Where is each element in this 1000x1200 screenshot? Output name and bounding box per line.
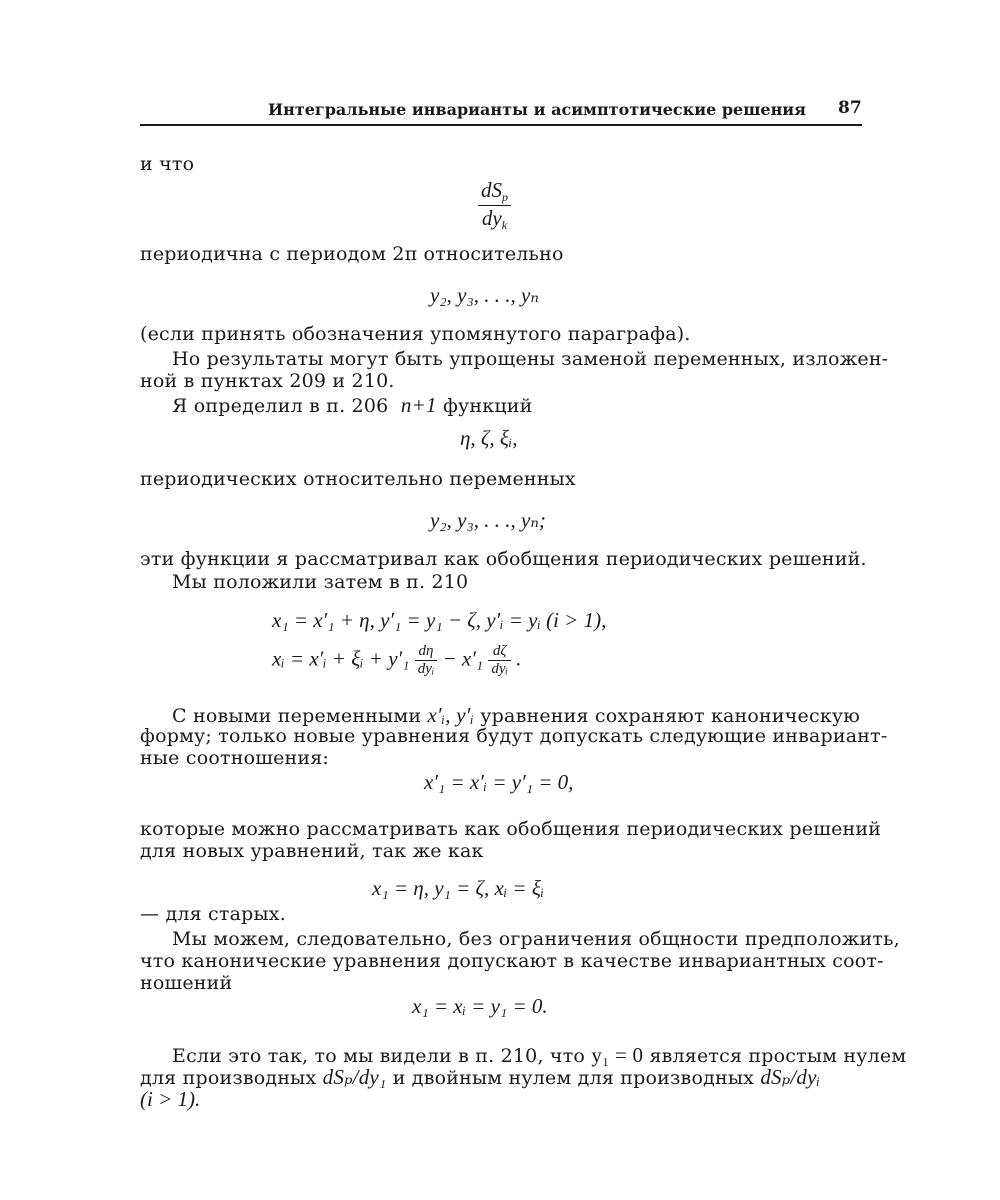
line-19 [172,1045,906,1066]
line-8: эти функции я рассматривал как обобщения периодических решений. [140,548,867,570]
line-17: что канонические уравнения допускают в качестве инвариантных соот- [140,950,884,972]
line-1: и что [140,153,195,175]
line-10-part-b: уравнения сохраняют каноническую [480,705,861,727]
line-20 [140,1067,820,1088]
line-14: для новых уравнений, так же как [140,840,484,862]
line-16: Мы можем, следовательно, без ограничения общности предположить, [172,928,900,950]
line-19-part-b: является простым нулем [649,1045,907,1067]
denominator-subscript: k [501,217,508,232]
line-12: ные соотношения: [140,747,330,769]
line-5: ной в пунктах 209 и 210. [140,370,395,392]
line-6 [172,395,533,416]
line-19-math: y₁ = 0 [591,1043,644,1067]
line-20-math-1: dSₚ/dy₁ [322,1065,387,1089]
equation-zero: x₁ = xᵢ = y₁ = 0. [412,994,548,1018]
line-3: (если принять обозначения упомянутого параграфа). [140,323,691,345]
frac2-numerator: dζ [488,643,511,661]
sub-row2-end: . [516,646,522,671]
equation-invariant: x′₁ = x′ᵢ = y′₁ = 0, [424,770,574,794]
equation-functions: η, ζ, ξᵢ, [460,426,518,450]
line-10-math: x′ᵢ, y′ᵢ [427,703,475,727]
line-10 [172,705,860,726]
frac-denominator: dy [481,205,502,230]
line-11: форму; только новые уравнения будут допускать следующие инвариант- [140,725,888,747]
line-4: Но результаты могут быть упрощены заменой переменных, изложен- [172,348,889,370]
equation-old: x₁ = η, y₁ = ζ, xᵢ = ξᵢ [372,876,545,900]
frac-numerator: dS [481,178,502,202]
equation-dsp-dyk [478,178,511,233]
line-2: периодична с периодом 2π относительно [140,243,564,265]
line-21: (i > 1). [140,1087,201,1111]
line-10-part-a: С новыми переменными [172,705,422,727]
line-7: периодических относительно переменных [140,468,576,490]
line-6-math: n+1 [400,393,437,417]
line-20-part-a: для производных [140,1067,317,1089]
equation-substitution-row-2 [272,643,521,679]
line-20-part-b: и двойным нулем для производных [392,1067,755,1089]
numerator-subscript: p [502,190,508,204]
sub-row2-part-b: − x′₁ [442,646,484,671]
line-6-text: Я определил в п. 206 [172,395,389,417]
equation-substitution-row-1: x₁ = x′₁ + η, y′₁ = y₁ − ζ, y′ᵢ = yᵢ (i > 1), [272,608,607,632]
frac1-denominator: dyᵢ [417,661,435,678]
page-number: 87 [838,98,862,118]
equation-y-list-1: y₂, y₃, . . ., yₙ [430,283,539,307]
frac1-numerator: dη [415,643,438,661]
header-rule [140,124,862,126]
sub-row2-part-a: xᵢ = x′ᵢ + ξᵢ + y′₁ [272,646,410,671]
line-9: Мы положили затем в п. 210 [172,571,469,593]
line-19-part-a: Если это так, то мы видели в п. 210, что [172,1045,586,1067]
line-6-tail: функций [442,395,533,417]
line-13: которые можно рассматривать как обобщения периодических решений [140,818,882,840]
equation-y-list-2: y₂, y₃, . . ., yₙ; [430,508,546,532]
running-header-title: Интегральные инварианты и асимптотические решения [268,100,806,119]
line-20-math-2: dSₚ/dyᵢ [760,1065,821,1089]
line-15: — для старых. [140,903,286,925]
frac2-denominator: dyᵢ [491,661,508,678]
line-18: ношений [140,972,233,994]
